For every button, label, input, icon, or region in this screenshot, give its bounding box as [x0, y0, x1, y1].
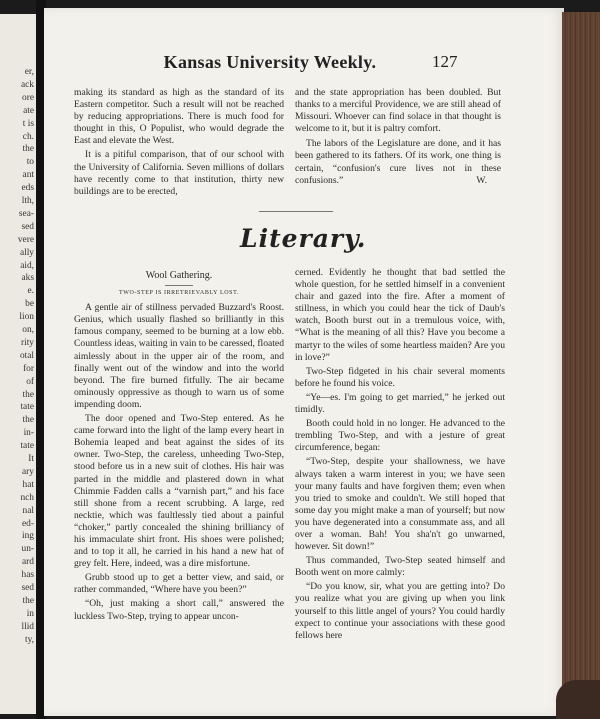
hand-thumb [556, 680, 600, 719]
facing-page-fragment: sea- [18, 208, 34, 219]
article-paragraph: “Ye—es. I'm going to get married,” he jerked out timidly. [295, 391, 505, 416]
facing-page-fragment: ary [22, 466, 34, 477]
facing-page-strip [0, 14, 36, 714]
article-paragraph: Grubb stood up to get a better view, and said, or rather commanded, “Where have you been?” [74, 572, 284, 596]
facing-page-fragment: aid, [20, 260, 34, 271]
article-paragraph: Thus commanded, Two-Step seated himself and Booth went on more calmly: [295, 555, 505, 579]
facing-page-fragment: be [25, 299, 34, 310]
editorial-paragraph: making its standard as high as the standard of its Eastern competitor. Such a result will not be reached by reducing appropriations. There is much food for thought in this, O Populist, who would degrade the East and elevate the West. [74, 87, 284, 147]
facing-page-fragment: er, [24, 67, 34, 77]
article-paragraph: “Do you know, sir, what you are getting into? Do you realize what you are giving up when you link yourself to this little angel of yours? You could hardly expect to continue your associations with these good fellows here [295, 581, 505, 641]
article-right-column [295, 267, 505, 642]
article-paragraph: The door opened and Two-Step entered. As he came forward into the light of the lamp every heart in Bohemia leaped and beat against the sides of its owner. Two-Step, the careless, unheeding Two-Step, stood before us in a new suit of clothes. His hair was parted in the middle and plastered down in what Chimmie Fadden calls a “varnish part,” and his face still shone from a recent scrubbing. A large, red necktie, which was faultlessly tied about a painful “choker,” partly concealed the shining brilliancy of his immaculate shirt front. His shoes were polished; and to top it all, he carried in his hand a new hat of grey felt. Here, indeed, was a dire misfortune. [74, 413, 284, 570]
facing-page-fragment: sed [21, 221, 34, 232]
article-paragraph: Booth could hold in no longer. He advanced to the trembling Two-Step, and with a jesture of great circumference, began: [295, 418, 505, 454]
running-header-title: Kansas University Weekly. [163, 52, 377, 72]
facing-page-fragment: ant [22, 170, 34, 181]
editorial-signature: W. [476, 174, 487, 186]
section-heading-literary: Literary. [240, 224, 367, 253]
facing-page-fragment: for [23, 363, 34, 374]
facing-page-fragment: lth, [21, 196, 34, 206]
facing-page-fragment: ty, [24, 634, 34, 645]
facing-page-fragment: the [22, 595, 34, 606]
facing-page-fragment: tate [20, 441, 34, 452]
book-edge [562, 12, 600, 719]
book-page [44, 8, 564, 716]
facing-page-fragment: the [22, 389, 34, 400]
facing-page-fragment: otal [19, 350, 34, 361]
facing-page-fragment: the [22, 415, 34, 426]
article-paragraph: Two-Step fidgeted in his chair several moments before he found his voice. [295, 365, 505, 389]
article-paragraph: “Oh, just making a short call,” answered the luckless Two-Step, trying to appear uncon- [74, 598, 284, 622]
editorial-paragraph: It is a pitiful comparison, that of our school with the University of California. Seven millions of dollars have recently come to that institution, thirty new buildings are to be erected, [74, 149, 284, 197]
article-subhead: TWO-STEP IS IRRETRIEVABLY LOST. [119, 290, 239, 297]
facing-page-fragment: llid [21, 621, 34, 632]
facing-page-fragment: un- [21, 544, 34, 555]
editorial-right-column [295, 87, 501, 187]
facing-page-fragment: has [21, 570, 34, 581]
editorial-paragraph: The labors of the Legislature are done, and it has been gathered to its fathers. Of its work, one thing is certain, “confusion's cure lives not in these confusions.” [295, 138, 501, 186]
facing-page-fragment: in [26, 608, 34, 619]
editorial-paragraph: and the state appropriation has been doubled. But thanks to a merciful Providence, we are still ahead of Missouri. Whoever can find solace in that thought is welcome to it, but it is paltry comfort. [295, 87, 501, 135]
facing-page-fragment: ard [22, 557, 34, 568]
article-paragraph: cerned. Evidently he thought that bad settled the whole question, for he settled himself in a convenient chair and gazed into the fire. After a moment of stillness, in which you could hear the tick of Daub's watch, Booth burst out in a tremulous voice, with, “What is the meaning of all this? Have you become a martyr to the wiles of some heartless maiden? Are you in love?” [295, 267, 505, 363]
facing-page-fragment: It [28, 454, 34, 464]
facing-page-fragment: of [26, 376, 34, 387]
facing-page-fragment: e. [27, 286, 34, 297]
facing-page-fragment: ed- [22, 518, 34, 529]
facing-page-fragment: in- [23, 428, 34, 439]
facing-page-fragment: ate [23, 105, 34, 116]
facing-page-fragment: ch. [22, 131, 34, 142]
facing-page-fragment: on, [22, 325, 34, 335]
article-left-column [74, 270, 284, 623]
facing-page-fragment: lion [19, 312, 34, 323]
facing-page-fragment: t is [22, 118, 34, 129]
facing-page-fragment: eds [21, 183, 34, 194]
facing-page-fragment: the [22, 144, 34, 155]
facing-page-fragment: ore [22, 92, 34, 103]
facing-page-fragment: to [26, 157, 34, 168]
section-divider [259, 211, 333, 212]
facing-page-fragment: nal [22, 505, 34, 516]
article-title: Wool Gathering. [145, 270, 213, 281]
facing-page-fragment: vere [17, 234, 34, 245]
facing-page-fragment: hat [22, 479, 34, 490]
facing-page-fragment: tate [20, 402, 34, 413]
article-title-rule [165, 285, 193, 286]
editorial-left-column [74, 87, 284, 198]
page-number: 127 [432, 52, 458, 71]
article-paragraph: A gentle air of stillness pervaded Buzzard's Roost. Genius, which usually flashed so brilliantly in this famous company, seemed to be burning at a low ebb. Countless ideas, waiting in vain to be caressed, floated aimlessly about in the upper air of the room, and finally went out of the window and into the world beyond. The fire burned fitfully. The air became ominously oppressive as though to warn us of some impending doom. [74, 302, 284, 410]
facing-page-fragment: ing [22, 531, 34, 542]
facing-page-fragment: rity [20, 337, 34, 348]
facing-page-fragment: nch [20, 492, 34, 503]
facing-page-fragment: ally [19, 247, 34, 258]
facing-page-fragment: sed [21, 583, 34, 593]
facing-page-fragment: ack [20, 79, 34, 90]
facing-page-fragment: aks [21, 273, 34, 284]
article-paragraph: “Two-Step, despite your shallowness, we have always taken a warm interest in you; we have seen your many faults and have forgiven them; even when you tried to smoke and couldn't. We still hoped that some day you might make a man of yourself; but now you have degenerated into a consummate ass, and all over a woman. Bah! You sha'n't go unwarned, however. Sit down!” [295, 456, 505, 553]
